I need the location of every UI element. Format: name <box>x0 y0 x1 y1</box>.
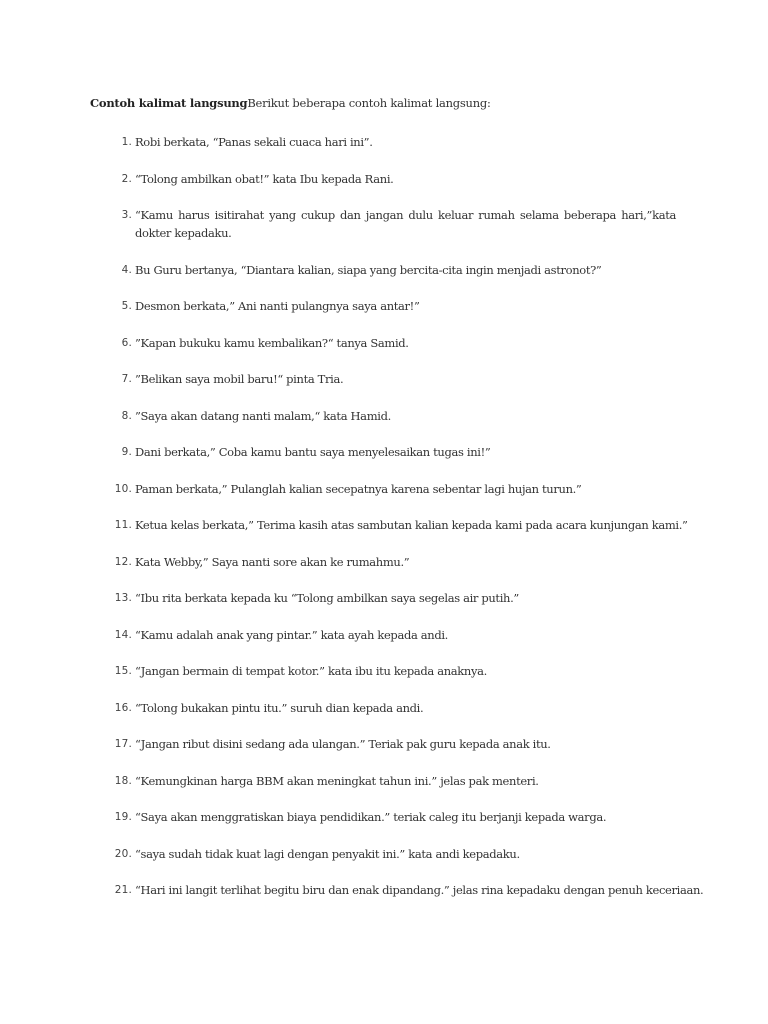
list-item-text: “Jangan ribut disini sedang ada ulangan.” Teriak pak guru kepada anak itu. <box>135 737 551 751</box>
list-item-text: Robi berkata, “Panas sekali cuaca hari ini”. <box>135 135 373 149</box>
list-item-number: 13. <box>114 592 132 604</box>
list-item-number: 14. <box>114 628 132 641</box>
list-item <box>0 334 768 352</box>
list-item-number: 15. <box>114 665 132 677</box>
list-item-number: 12. <box>114 555 132 568</box>
list-item <box>0 480 768 498</box>
list-item-text: “saya sudah tidak kuat lagi dengan penyakit ini.” kata andi kepadaku. <box>135 846 520 861</box>
list-item-text: Kata Webby,” Saya nanti sore akan ke rumahmu.” <box>135 554 410 569</box>
heading-intro-text: Berikut beberapa contoh kalimat langsung: <box>247 96 491 110</box>
list-item-number: 4. <box>121 263 132 276</box>
list-item-number: 18. <box>114 774 132 787</box>
list-item <box>0 443 768 461</box>
list-item-text: “Kamu adalah anak yang pintar.” kata ayah kepada andi. <box>135 627 448 642</box>
list-item <box>0 297 768 315</box>
list-item <box>0 206 768 242</box>
list-item-number: 8. <box>121 409 132 422</box>
list-item-number: 20. <box>114 847 132 860</box>
list-item-text: Dani berkata,” Coba kamu bantu saya menyelesaikan tugas ini!” <box>135 445 491 459</box>
list-item-number: 17. <box>114 738 132 750</box>
list-item <box>0 808 768 826</box>
list-item <box>0 735 768 753</box>
list-item-text: “Jangan bermain di tempat kotor.” kata ibu itu kepada anaknya. <box>135 664 487 678</box>
list-item-text: “Kamu harus isitirahat yang cukup dan jangan dulu keluar rumah selama beberapa hari,”kata dokter kepadaku. <box>135 208 676 240</box>
heading-bold-title: Contoh kalimat langsung <box>90 96 248 110</box>
list-item <box>0 626 768 644</box>
list-item <box>0 845 768 863</box>
list-item-number: 7. <box>121 373 132 385</box>
list-item-text: “Tolong ambilkan obat!” kata Ibu kepada Rani. <box>135 171 394 186</box>
list-item-number: 19. <box>114 811 132 823</box>
list-item <box>0 553 768 571</box>
list-item-text: Ketua kelas berkata,” Terima kasih atas sambutan kalian kepada kami pada acara kunjungan kami.” <box>135 518 688 532</box>
list-item-number: 21. <box>114 884 132 896</box>
list-item <box>0 662 768 680</box>
list-item <box>0 881 768 899</box>
list-item <box>0 370 768 388</box>
list-item-text: ”Belikan saya mobil baru!“ pinta Tria. <box>135 372 344 386</box>
list-item-number: 2. <box>121 172 132 185</box>
list-item-text: Desmon berkata,” Ani nanti pulangnya saya antar!” <box>135 299 420 313</box>
list-item-text: “Ibu rita berkata kepada ku “Tolong ambilkan saya segelas air putih.” <box>135 591 519 605</box>
list-item-text: Paman berkata,” Pulanglah kalian secepatnya karena sebentar lagi hujan turun.” <box>135 481 582 496</box>
list-item-text: ”Kapan bukuku kamu kembalikan?“ tanya Samid. <box>135 335 409 350</box>
list-item-number: 11. <box>114 519 132 531</box>
list-item <box>0 133 768 151</box>
list-item-number: 6. <box>121 336 132 349</box>
list-item-number: 16. <box>114 701 132 714</box>
list-item <box>0 407 768 425</box>
list-item-text: “Hari ini langit terlihat begitu biru dan enak dipandang.” jelas rina kepadaku dengan penuh keceriaan. <box>135 883 704 897</box>
list-item <box>0 516 768 534</box>
list-item-number: 1. <box>121 136 132 148</box>
list-item <box>0 589 768 607</box>
list-item-text: “Kemungkinan harga BBM akan meningkat tahun ini.” jelas pak menteri. <box>135 773 539 788</box>
list-item <box>0 699 768 717</box>
list-item <box>0 170 768 188</box>
list-item-number: 9. <box>121 446 132 458</box>
example-sentence-list <box>0 133 768 918</box>
list-item-number: 10. <box>114 482 132 495</box>
list-item-text: Bu Guru bertanya, “Diantara kalian, siapa yang bercita-cita ingin menjadi astronot?” <box>135 262 602 277</box>
list-item-text: ”Saya akan datang nanti malam,“ kata Hamid. <box>135 408 391 423</box>
list-item-text: “Tolong bukakan pintu itu.” suruh dian kepada andi. <box>135 700 424 715</box>
list-item-number: 3. <box>121 209 132 221</box>
list-item <box>0 261 768 279</box>
list-item <box>0 772 768 790</box>
list-item-number: 5. <box>121 300 132 312</box>
list-item-text: “Saya akan menggratiskan biaya pendidikan.” teriak caleg itu berjanji kepada warga. <box>135 810 607 824</box>
document-heading <box>90 95 690 111</box>
